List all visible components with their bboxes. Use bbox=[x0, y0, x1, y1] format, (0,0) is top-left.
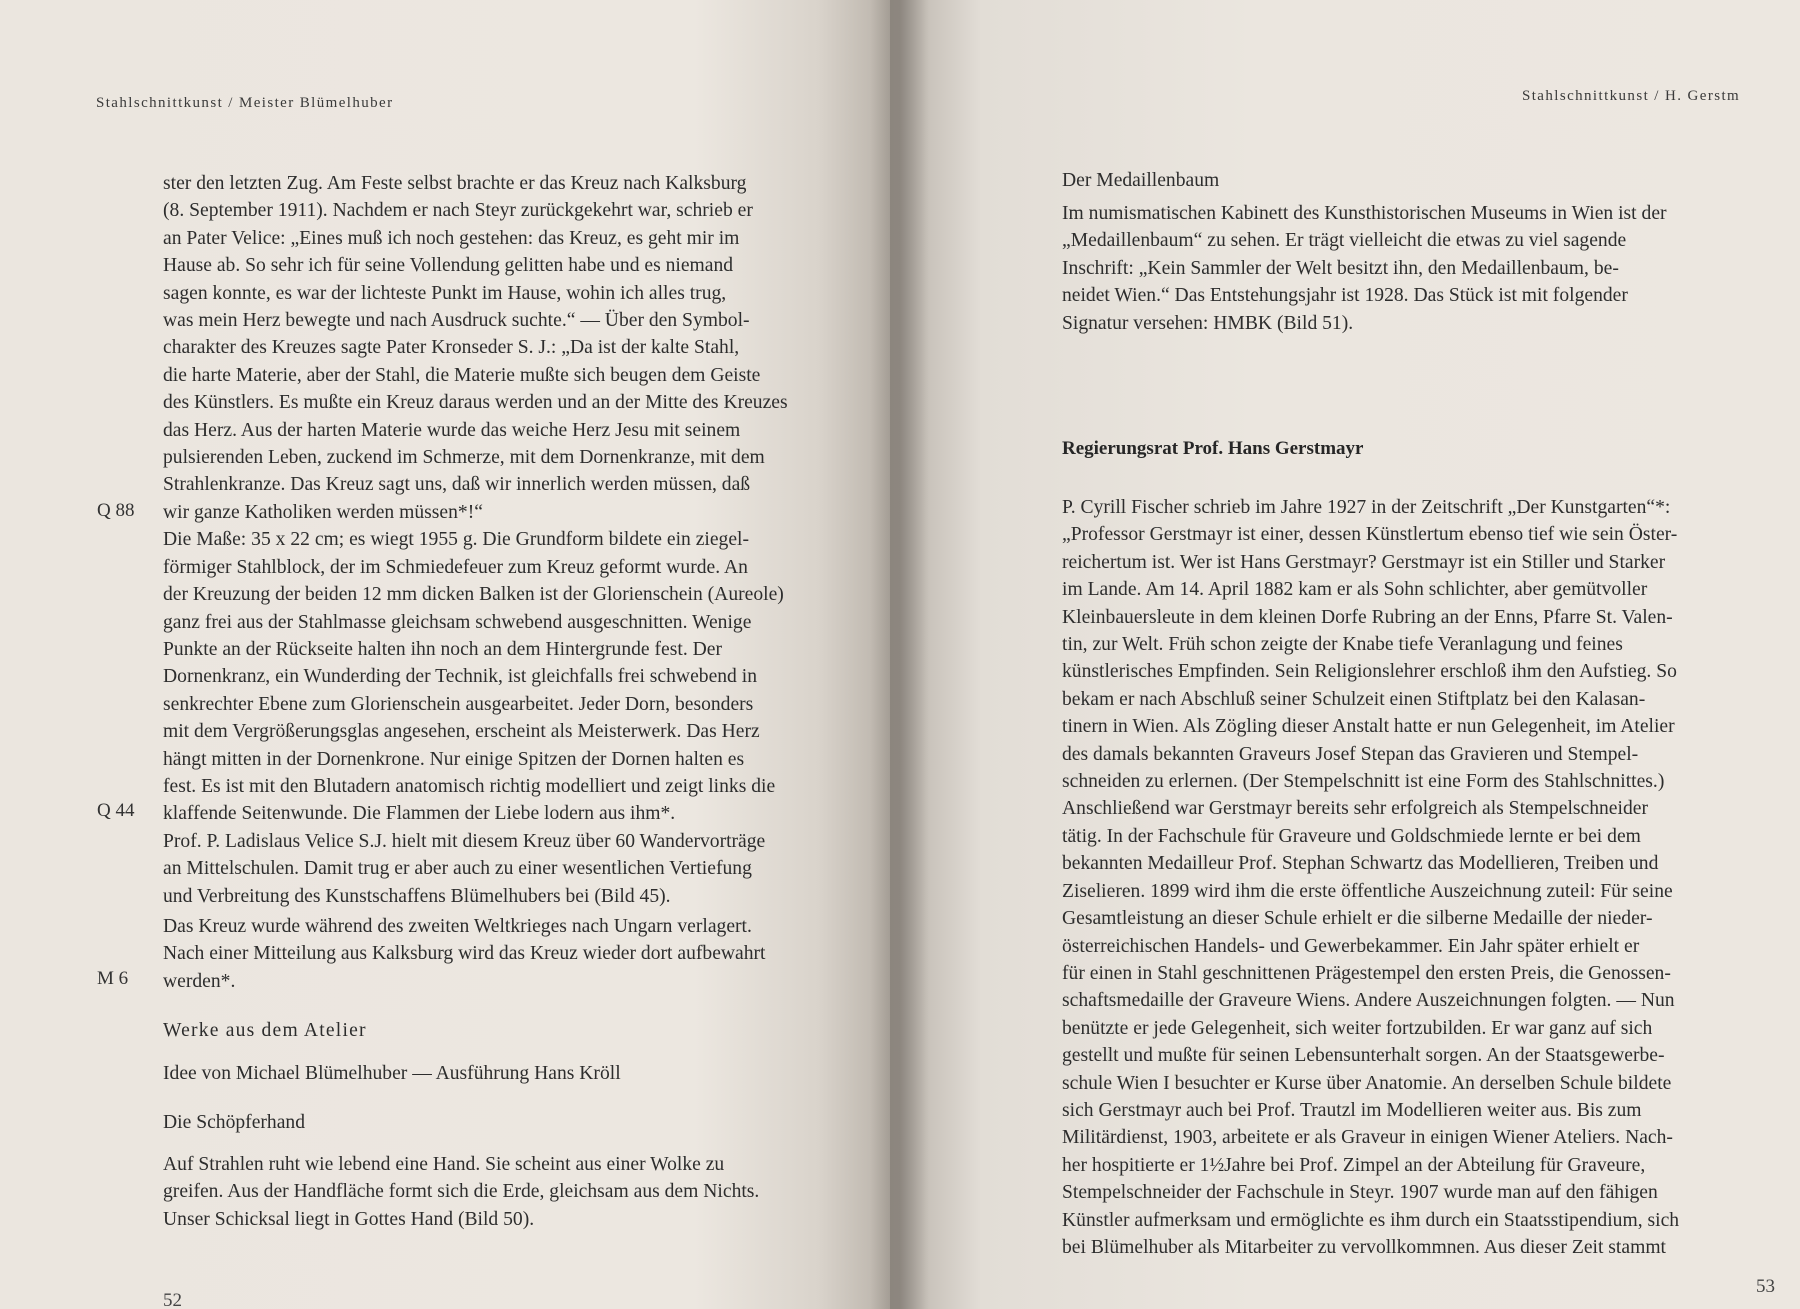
text-line: ganz frei aus der Stahlmasse gleichsam schwebend ausgeschnitten. Wenige bbox=[163, 611, 752, 633]
text-line: für einen in Stahl geschnittenen Prägestempel den ersten Preis, die Genossen- bbox=[1062, 962, 1671, 984]
left-paragraph-1 bbox=[163, 170, 873, 910]
text-line: des Künstlers. Es mußte ein Kreuz daraus werden und an der Mitte des Kreuzes bbox=[163, 392, 788, 414]
text-line: Prof. P. Ladislaus Velice S.J. hielt mit diesem Kreuz über 60 Wandervorträge bbox=[163, 830, 766, 852]
text-line: das Herz. Aus der harten Materie wurde das weiche Herz Jesu mit seinem bbox=[163, 419, 741, 441]
margin-note-q88: Q 88 bbox=[97, 500, 135, 521]
text-line: Gesamtleistung an dieser Schule erhielt er die silberne Medaille der nieder- bbox=[1062, 908, 1653, 930]
text-line: was mein Herz bewegte und nach Ausdruck suchte.“ — Über den Symbol- bbox=[163, 310, 750, 332]
text-line: Inschrift: „Kein Sammler der Welt besitzt ihn, den Medaillenbaum, be- bbox=[1062, 257, 1619, 279]
page-number-right: 53 bbox=[1756, 1276, 1775, 1297]
subheading-schoepferhand: Die Schöpferhand bbox=[163, 1112, 306, 1133]
left-paragraph-3 bbox=[163, 1151, 873, 1233]
text-line: österreichischen Handels- und Gewerbekammer. Ein Jahr später erhielt er bbox=[1062, 935, 1640, 957]
text-line: der Kreuzung der beiden 12 mm dicken Balken ist der Glorienschein (Aureole) bbox=[163, 584, 784, 606]
text-line: Auf Strahlen ruht wie lebend eine Hand. Sie scheint aus einer Wolke zu bbox=[163, 1154, 725, 1175]
text-line: Dornenkranz, ein Wunderding der Technik, ist gleichfalls frei schwebend in bbox=[163, 666, 757, 688]
text-line: neidet Wien.“ Das Entstehungsjahr ist 1928. Das Stück ist mit folgender bbox=[1062, 285, 1628, 307]
heading-gerstmayr: Regierungsrat Prof. Hans Gerstmayr bbox=[1062, 438, 1364, 459]
text-line: Unser Schicksal liegt in Gottes Hand (Bild 50). bbox=[163, 1208, 535, 1230]
text-line: Militärdienst, 1903, arbeitete er als Graveur in einigen Wiener Ateliers. Nach- bbox=[1062, 1127, 1673, 1149]
text-line: (8. September 1911). Nachdem er nach Steyr zurückgekehrt war, schrieb er bbox=[163, 200, 753, 222]
text-line: und Verbreitung des Kunstschaffens Blümelhubers bei (Bild 45). bbox=[163, 885, 671, 907]
text-line: Stempelschneider der Fachschule in Steyr. 1907 wurde man auf den fähigen bbox=[1062, 1182, 1658, 1204]
text-line: an Pater Velice: „Eines muß ich noch gestehen: das Kreuz, es geht mir im bbox=[163, 227, 740, 249]
text-line: reichertum ist. Wer ist Hans Gerstmayr? Gerstmayr ist ein Stiller und Starker bbox=[1062, 551, 1666, 573]
text-line: Punkte an der Rückseite halten ihn noch an dem Hintergrunde fest. Der bbox=[163, 638, 722, 660]
text-line: werden*. bbox=[163, 970, 236, 992]
text-line: schneiden zu erlernen. (Der Stempelschnitt ist eine Form des Stahlschnittes.) bbox=[1062, 771, 1665, 793]
text-line: Ziselieren. 1899 wird ihm die erste öffentliche Auszeichnung zuteil: Für seine bbox=[1062, 880, 1673, 902]
text-line: charakter des Kreuzes sagte Pater Kronseder S. J.: „Da ist der kalte Stahl, bbox=[163, 337, 740, 359]
left-page bbox=[0, 0, 890, 1309]
text-line: bei Blümelhuber als Mitarbeiter zu vervollkommnen. Aus dieser Zeit stammt bbox=[1062, 1236, 1666, 1258]
text-line: Strahlenkranze. Das Kreuz sagt uns, daß wir innerlich werden müssen, daß bbox=[163, 474, 751, 496]
text-line: Signatur versehen: HMBK (Bild 51). bbox=[1062, 312, 1354, 334]
text-line: benützte er jede Gelegenheit, sich weiter fortzubilden. Er war ganz auf sich bbox=[1062, 1017, 1653, 1039]
text-line: senkrechter Ebene zum Glorienschein ausgearbeitet. Jeder Dorn, besonders bbox=[163, 693, 754, 715]
text-line: gestellt und mußte für seinen Lebensunterhalt sorgen. An der Staatsgewerbe- bbox=[1062, 1045, 1665, 1067]
margin-note-q44: Q 44 bbox=[97, 800, 135, 821]
text-line: tinern in Wien. Als Zögling dieser Anstalt hatte er nun Gelegenheit, im Atelier bbox=[1062, 716, 1675, 738]
text-line: Die Maße: 35 x 22 cm; es wiegt 1955 g. Die Grundform bildete ein ziegel- bbox=[163, 529, 750, 551]
text-line: hängt mitten in der Dornenkrone. Nur einige Spitzen der Dornen halten es bbox=[163, 748, 745, 770]
text-line: mit dem Vergrößerungsglas angesehen, erscheint als Meisterwerk. Das Herz bbox=[163, 721, 760, 743]
left-running-head: Stahlschnittkunst / Meister Blümelhuber bbox=[96, 95, 394, 111]
text-line: klaffende Seitenwunde. Die Flammen der Liebe lodern aus ihm*. bbox=[163, 803, 676, 825]
text-line: schule Wien I besuchter er Kurse über Anatomie. An derselben Schule bildete bbox=[1062, 1072, 1672, 1094]
text-line: „Professor Gerstmayr ist einer, dessen Künstlertum ebenso tief wie sein Öster- bbox=[1062, 524, 1678, 546]
page-number-left: 52 bbox=[163, 1290, 182, 1309]
text-line: förmiger Stahlblock, der im Schmiedefeuer zum Kreuz geformt wurde. An bbox=[163, 556, 748, 578]
text-line: ster den letzten Zug. Am Feste selbst brachte er das Kreuz nach Kalksburg bbox=[163, 173, 747, 194]
text-line: Künstler aufmerksam und ermöglichte es ihm durch ein Staatsstipendium, sich bbox=[1062, 1209, 1680, 1231]
text-line: Im numismatischen Kabinett des Kunsthistorischen Museums in Wien ist der bbox=[1062, 203, 1667, 224]
text-line: Hause ab. So sehr ich für seine Vollendung gelitten habe und es niemand bbox=[163, 255, 734, 277]
text-line: Das Kreuz wurde während des zweiten Weltkrieges nach Ungarn verlagert. bbox=[163, 916, 752, 937]
subheading-medaillenbaum: Der Medaillenbaum bbox=[1062, 170, 1220, 191]
right-running-head: Stahlschnittkunst / H. Gerstm bbox=[1522, 88, 1741, 104]
text-line: tätig. In der Fachschule für Graveure und Goldschmiede lernte er bei dem bbox=[1062, 825, 1641, 847]
text-line: pulsierenden Leben, zuckend im Schmerze, mit dem Dornenkranze, mit dem bbox=[163, 447, 765, 469]
right-paragraph-2 bbox=[1062, 494, 1762, 1261]
book-gutter bbox=[870, 0, 930, 1309]
text-line: wir ganze Katholiken werden müssen*!“ bbox=[163, 501, 483, 523]
text-line: sagen konnte, es war der lichteste Punkt im Hause, wohin ich alles trug, bbox=[163, 282, 727, 304]
text-line: Anschließend war Gerstmayr bereits sehr erfolgreich als Stempelschneider bbox=[1062, 798, 1648, 820]
left-paragraph-2 bbox=[163, 913, 873, 995]
text-line: fest. Es ist mit den Blutadern anatomisch richtig modelliert und zeigt links die bbox=[163, 775, 776, 797]
text-line: im Lande. Am 14. April 1882 kam er als Sohn schlichter, aber gemütvoller bbox=[1062, 579, 1648, 601]
right-paragraph-1 bbox=[1062, 200, 1762, 337]
text-line: tin, zur Welt. Früh schon zeigte der Knabe tiefe Veranlagung und feines bbox=[1062, 634, 1623, 656]
text-line: schaftsmedaille der Graveure Wiens. Andere Auszeichnungen folgten. — Nun bbox=[1062, 990, 1675, 1012]
text-line: künstlerisches Empfinden. Sein Religionslehrer erschloß ihm den Aufstieg. So bbox=[1062, 661, 1677, 683]
text-line: des damals bekannten Graveurs Josef Stepan das Gravieren und Stempel- bbox=[1062, 743, 1639, 765]
idea-line: Idee von Michael Blümelhuber — Ausführung Hans Kröll bbox=[163, 1063, 621, 1084]
text-line: die harte Materie, aber der Stahl, die Materie mußte sich beugen dem Geiste bbox=[163, 364, 761, 386]
section-heading: Werke aus dem Atelier bbox=[163, 1020, 367, 1041]
text-line: Kleinbauersleute in dem kleinen Dorfe Rubring an der Enns, Pfarre St. Valen- bbox=[1062, 606, 1673, 628]
margin-note-m6: M 6 bbox=[97, 968, 129, 989]
text-line: her hospitierte er 1½Jahre bei Prof. Zimpel an der Abteilung für Graveure, bbox=[1062, 1154, 1646, 1176]
text-line: sich Gerstmayr auch bei Prof. Trautzl im Modellieren weiter aus. Bis zum bbox=[1062, 1099, 1642, 1121]
text-line: Nach einer Mitteilung aus Kalksburg wird das Kreuz wieder dort aufbewahrt bbox=[163, 943, 766, 965]
text-line: P. Cyrill Fischer schrieb im Jahre 1927 in der Zeitschrift „Der Kunstgarten“*: bbox=[1062, 497, 1671, 518]
right-page bbox=[890, 0, 1800, 1309]
text-line: greifen. Aus der Handfläche formt sich die Erde, gleichsam aus dem Nichts. bbox=[163, 1181, 760, 1203]
text-line: an Mittelschulen. Damit trug er aber auch zu einer wesentlichen Vertiefung bbox=[163, 858, 752, 880]
text-line: „Medaillenbaum“ zu sehen. Er trägt vielleicht die etwas zu viel sagende bbox=[1062, 230, 1627, 252]
text-line: bekam er nach Abschluß seiner Schulzeit einen Stiftplatz bei den Kalasan- bbox=[1062, 688, 1646, 710]
text-line: bekannten Medailleur Prof. Stephan Schwartz das Modellieren, Treiben und bbox=[1062, 853, 1659, 875]
